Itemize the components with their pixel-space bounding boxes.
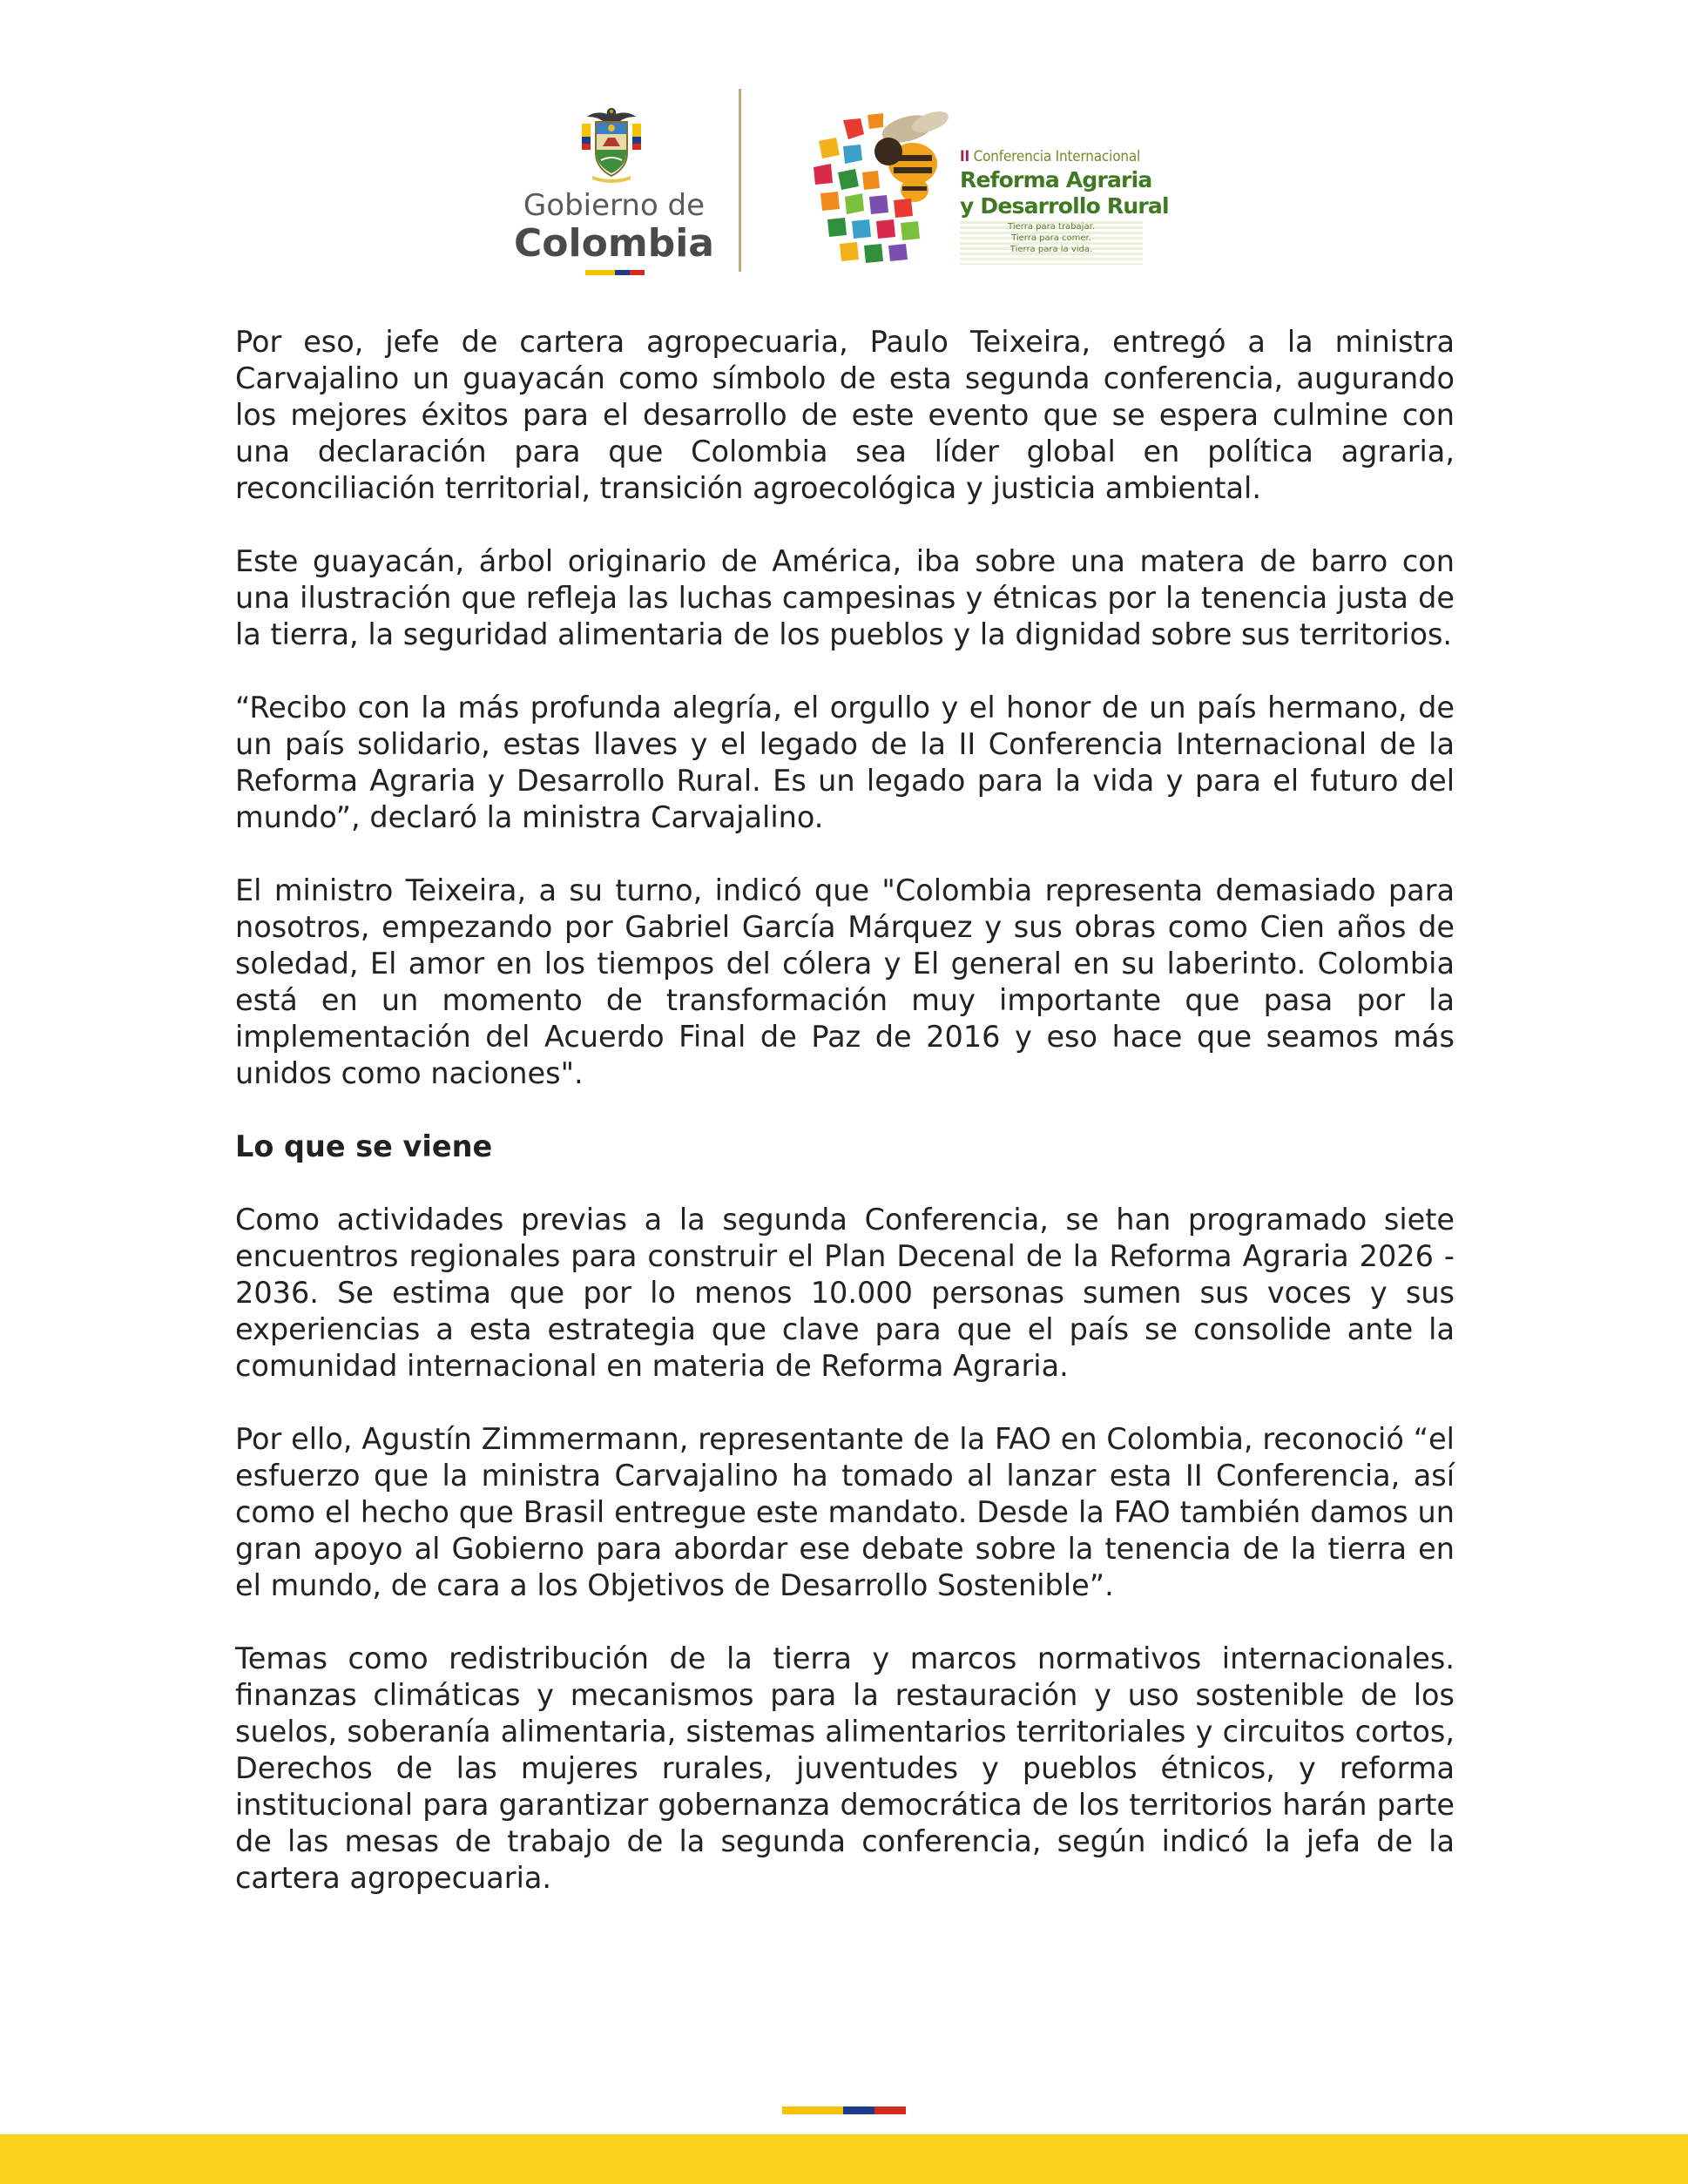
paragraph: Por ello, Agustín Zimmermann, representante de la FAO en Colombia, reconoció “el esfuerzo que la ministra Carvajalino ha tomado al lanzar esta II Conferencia, así como el hecho que Brasil entregue este mandato. Desde la FAO también damos un gran apoyo al Gobierno para abordar ese debate sobre la tenencia de la tierra en el mundo, de cara a los Objetivos de Desarrollo Sostenible”. [235,1422,1455,1602]
conference-logo [810,103,1169,268]
paragraph: Como actividades previas a la segunda Conferencia, se han programado siete encuentros regionales para construir el Plan Decenal de la Reforma Agraria 2026 - 2036. Se estima que por lo menos 10.000 personas sumen sus voces y sus experiencias a esta estrategia que clave para que el país se consolide ante la comunidad internacional en materia de Reforma Agraria. [235,1203,1455,1383]
government-name-line2: Colombia [514,221,714,266]
conference-title-line3: y Desarrollo Rural [960,193,1169,219]
header-divider [739,89,741,272]
footer-bar [0,2134,1688,2184]
page-header [0,0,1688,287]
conference-edition: II [960,148,969,165]
paragraph: “Recibo con la más profunda alegría, el orgullo y el honor de un país hermano, de un país solidario, estas llaves y el legado de la II Conferencia Internacional de la Reforma Agraria y Desarrollo Rural. Es un legado para la vida y para el futuro del mundo”, declaró la ministra Carvajalino. [235,691,1455,834]
tagline-line: Tierra para comer. [1011,233,1091,243]
paragraph: Por eso, jefe de cartera agropecuaria, Paulo Teixeira, entregó a la ministra Carvajalino un guayacán como símbolo de esta segunda conferencia, augurando los mejores éxitos para el desarrollo de este evento que se espera culmine con una declaración para que Colombia sea líder global en política agraria, reconciliación territorial, transición agroecológica y justicia ambiental. [235,325,1455,505]
government-name-line1: Gobierno de [523,188,706,223]
tagline-line: Tierra para trabajar. [1008,222,1095,232]
coat-of-arms-icon [577,104,646,183]
section-heading: Lo que se viene [235,1129,493,1163]
paragraph: El ministro Teixeira, a su turno, indicó que "Colombia representa demasiado para nosotros, empezando por Gabriel García Márquez y sus obras como Cien años de soledad, El amor en los tiempos del cólera y El general en su laberinto. Colombia está en un momento de transformación muy importante que pasa por la implementación del Acuerdo Final de Paz de 2016 y eso hace que seamos más unidos como naciones". [235,873,1455,1090]
conference-emblem-icon [810,103,958,268]
conference-title-line1-text: Conferencia Internacional [969,148,1141,165]
government-of-colombia-logo [514,104,714,279]
conference-title-line1 [960,148,1140,165]
conference-title-line2: Reforma Agraria [960,167,1152,192]
conference-tagline [960,221,1143,265]
paragraph: Este guayacán, árbol originario de América, iba sobre una matera de barro con una ilustración que refleja las luchas campesinas y étnicas por la tenencia justa de la tierra, la seguridad alimentaria de los pueblos y la dignidad sobre sus territorios. [235,544,1455,651]
government-flag-stripe [585,270,645,275]
paragraph: Temas como redistribución de la tierra y marcos normativos internacionales. finanzas climáticas y mecanismos para la restauración y uso sostenible de los suelos, soberanía alimentaria, sistemas alimentarios territoriales y circuitos cortos, Derechos de las mujeres rurales, juventudes y pueblos étnicos, y reforma institucional para garantizar gobernanza democrática de los territorios harán parte de las mesas de trabajo de la segunda conferencia, según indicó la jefa de la cartera agropecuaria. [235,1641,1455,1895]
footer-flag-stripe [782,2106,906,2114]
tagline-line: Tierra para la vida. [1009,245,1093,254]
article-body [235,324,1455,1933]
